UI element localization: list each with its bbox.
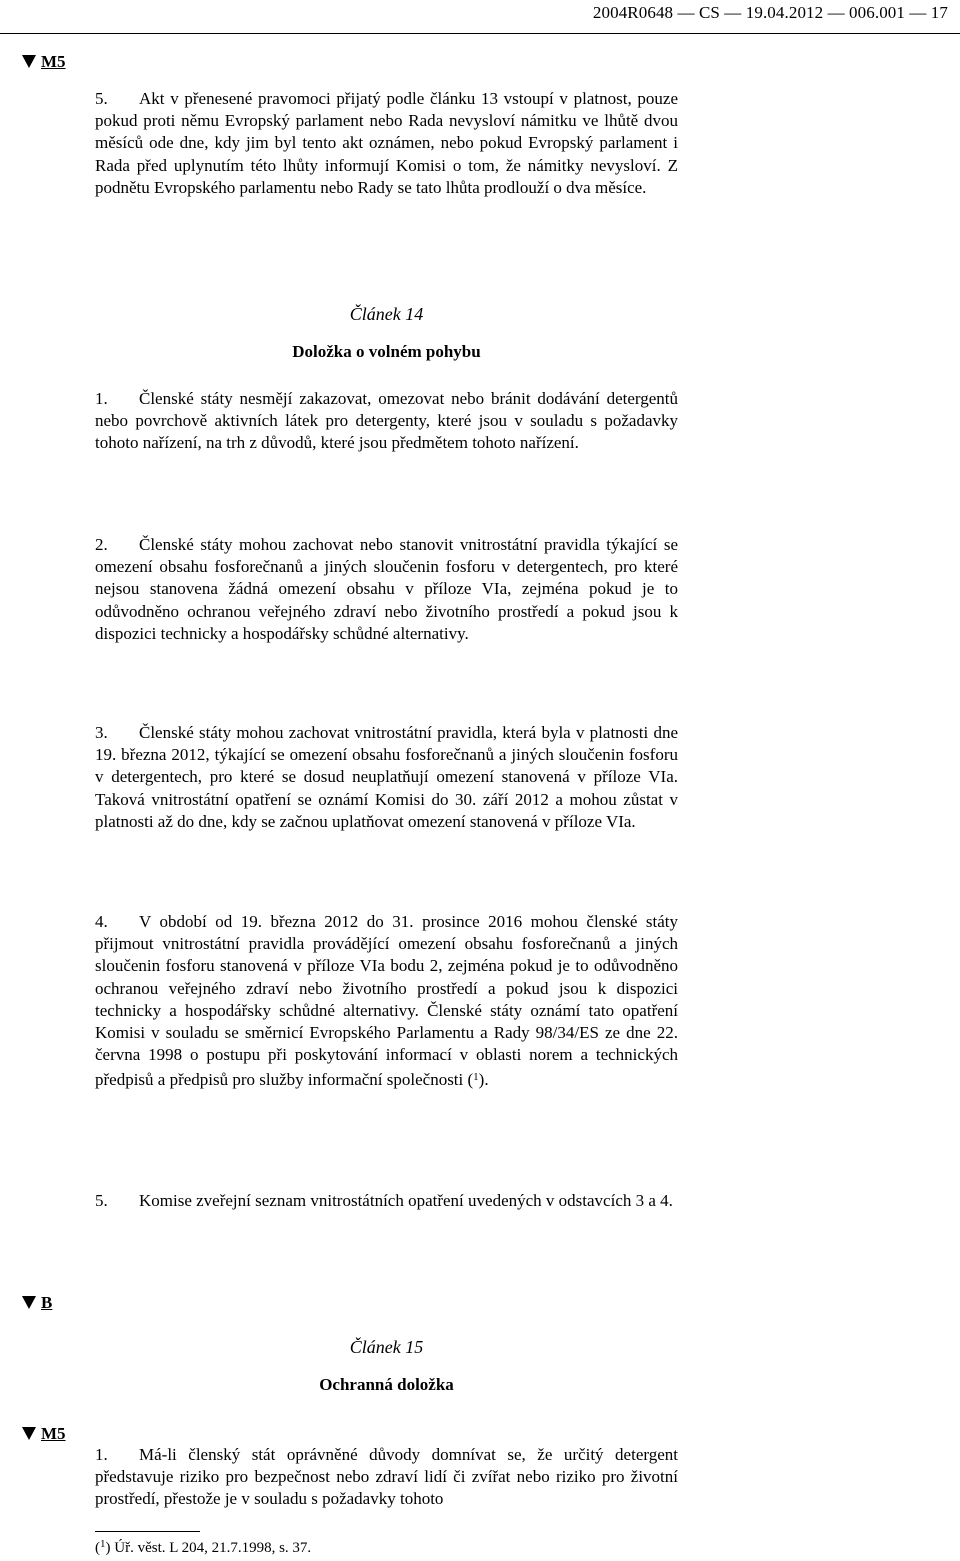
paragraph-number: 1. [95,389,108,408]
paragraph-art14-1 [95,388,678,455]
footnote-open-paren: ( [95,1540,100,1556]
marker-label: M5 [41,52,66,71]
paragraph-number: 4. [95,912,108,931]
header-rule [0,33,960,34]
article-14-title: Článek 14 [349,304,424,324]
footnote-reference[interactable]: 1 [473,1071,479,1084]
paragraph-art14-5 [95,1190,678,1212]
triangle-down-icon [22,1427,36,1440]
article-15-subtitle: Ochranná doložka [319,1375,454,1394]
paragraph-art14-3 [95,722,678,833]
triangle-down-icon [22,1296,36,1309]
footnote [95,1538,311,1557]
paragraph-number: 3. [95,723,108,742]
footnote-text: Úř. věst. L 204, 21.7.1998, s. 37. [114,1540,312,1556]
paragraph-art13-5 [95,88,678,199]
amendment-marker-m5[interactable] [22,52,66,72]
paragraph-number: 5. [95,1191,108,1210]
amendment-marker-m5[interactable] [22,1424,66,1444]
paragraph-text-end: ). [478,1070,489,1090]
footnote-close-paren: ) [105,1540,111,1556]
header-reference: 2004R0648 — CS — 19.04.2012 — 006.001 — 17 [592,3,948,22]
paragraph-text: Členské státy mohou zachovat vnitrostátní pravidla, která byla v platnosti dne 19. března 2012, týkající se omezení obsahu fosforečnanů a jiných sloučenin fosforu v detergentech, pro které se dosud neuplatňují omezení stanovená v příloze VIa. Taková vnitrostátní opatření se oznámí Komisi do 30. září 2012 a mohou zůstat v platnosti až do dne, kdy se začnou uplatňovat omezení stanovená v příloze VIa. [95,723,678,831]
paragraph-number: 5. [95,89,108,108]
paragraph-art14-4 [95,911,678,1092]
footnote-rule [95,1531,200,1532]
article-14-subtitle: Doložka o volném pohybu [292,342,481,361]
footnote-number: 1 [100,1538,106,1550]
article-15-title: Článek 15 [349,1337,424,1357]
paragraph-art14-2 [95,534,678,645]
paragraph-number: 1. [95,1445,108,1464]
paragraph-text: V období od 19. března 2012 do 31. prosince 2016 mohou členské státy přijmout vnitrostátní pravidla provádějící omezení obsahu fosforečnanů a jiných sloučenin fosforu stanovená v příloze VIa bodu 2, zejména pokud je to odůvodněno ochranou veřejného zdraví nebo životního prostředí a pokud jsou k dispozici technicky a hospodářsky schůdné alternativy. Členské státy oznámí tato opatření Komisi v souladu se směrnicí Evropského Parlamentu a Rady 98/34/ES ze dne 22. června 1998 o postupu při poskytování informací v oblasti norem a technických předpisů a předpisů pro služby informační společnosti ( [95,912,678,1090]
marker-label: M5 [41,1424,66,1443]
paragraph-text: Má-li členský stát oprávněné důvody domnívat se, že určitý detergent představuje riziko pro bezpečnost nebo zdraví lidí či zvířat nebo riziko pro životní prostředí, přestože je v souladu s požadavky tohoto [95,1445,678,1509]
triangle-down-icon [22,55,36,68]
paragraph-number: 2. [95,535,108,554]
marker-label: B [41,1293,53,1312]
paragraph-text: Komise zveřejní seznam vnitrostátních opatření uvedených v odstavcích 3 a 4. [139,1191,673,1210]
paragraph-text: Členské státy nesmějí zakazovat, omezovat nebo bránit dodávání detergentů nebo povrchově aktivních látek pro detergenty, které jsou v souladu s požadavky tohoto nařízení, na trh z důvodů, které jsou předmětem tohoto nařízení. [95,389,678,453]
paragraph-art15-1 [95,1444,678,1511]
paragraph-text: Akt v přenesené pravomoci přijatý podle článku 13 vstoupí v platnost, pouze pokud proti němu Evropský parlament nebo Rada nevysloví námitku ve lhůtě dvou měsíců ode dne, kdy jim byl tento akt oznámen, nebo pokud Evropský parlament i Rada před uplynutím této lhůty informují Komisi o tom, že námitky nevysloví. Z podnětu Evropského parlamentu nebo Rady se tato lhůta prodlouží o dva měsíce. [95,89,678,197]
paragraph-text: Členské státy mohou zachovat nebo stanovit vnitrostátní pravidla týkající se omezení obsahu fosforečnanů a jiných sloučenin fosforu v detergentech, pro které nejsou stanovena žádná omezení obsahu v příloze VIa, zejména pokud je to odůvodněno ochranou veřejného zdraví nebo životního prostředí a pokud jsou k dispozici technicky a hospodářsky schůdné alternativy. [95,535,678,643]
amendment-marker-b[interactable] [22,1293,52,1313]
